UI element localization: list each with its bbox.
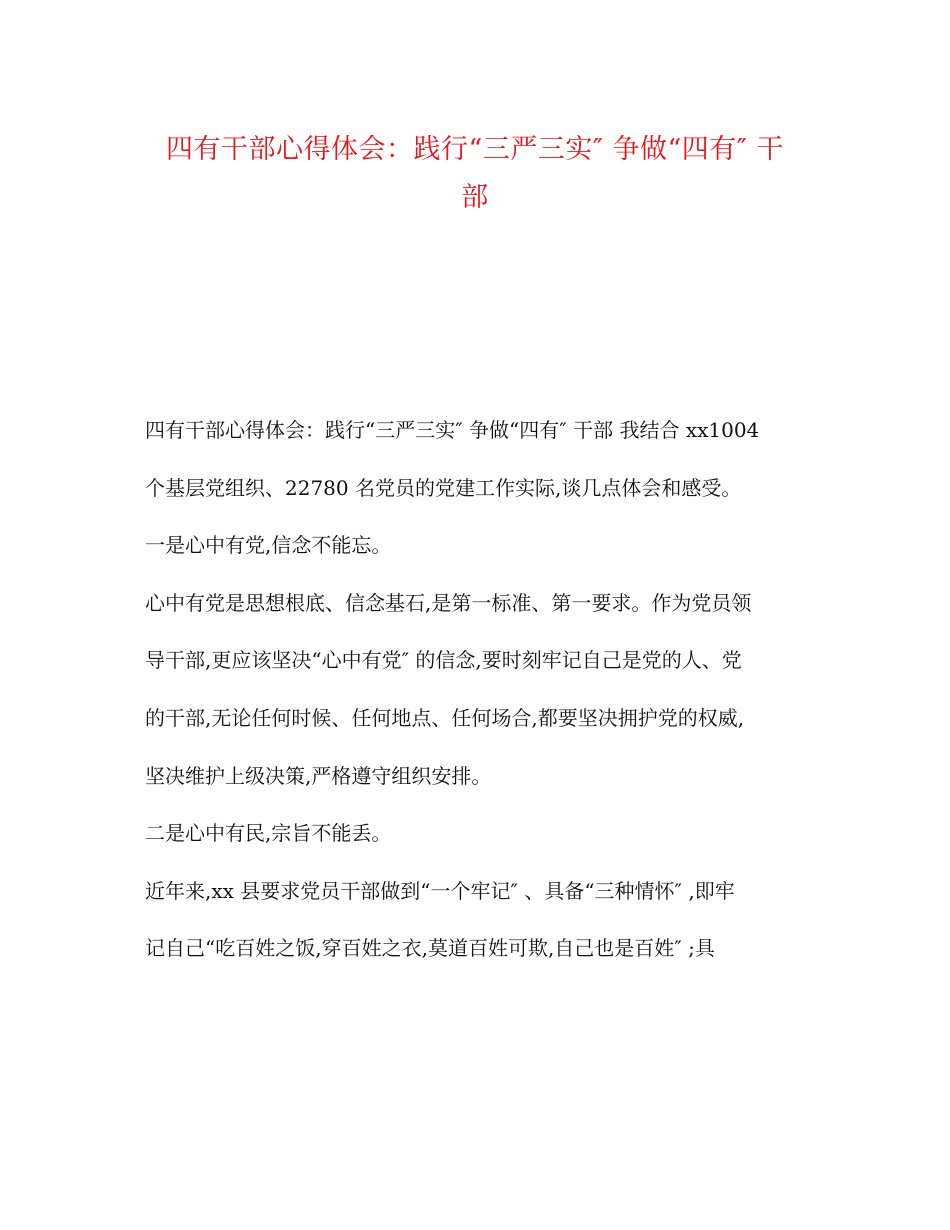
body-line: 四有干部心得体会：践行“三严三实″ 争做“四有″ 干部 我结合 xx1004 (145, 418, 760, 442)
body-line: 近年来,xx 县要求党员干部做到“一个牢记″ 、具备“三种情怀″ ,即牢 (145, 878, 735, 903)
title-line-1: 四有干部心得体会：践行“三严三实″ 争做“四有″ 干 (166, 134, 784, 165)
body-line: 的干部,无论任何时候、任何地点、任何场合,都要坚决拥护党的权威, (145, 705, 745, 730)
title-line-2: 部 (461, 182, 489, 213)
document-body (145, 402, 810, 978)
body-line: 二是心中有民,宗旨不能丢。 (145, 821, 392, 846)
body-line: 导干部,更应该坚决“心中有党″ 的信念,要时刻牢记自己是党的人、党 (145, 648, 742, 673)
document-title (130, 126, 820, 222)
body-line: 坚决维护上级决策,严格遵守组织安排。 (145, 763, 492, 788)
body-line: 一是心中有党,信念不能忘。 (145, 533, 392, 558)
body-line: 心中有党是思想根底、信念基石,是第一标准、第一要求。作为党员领 (145, 590, 752, 615)
body-line: 个基层党组织、22780 名党员的党建工作实际,谈几点体会和感受。 (145, 475, 742, 500)
body-line: 记自己“吃百姓之饭,穿百姓之衣,莫道百姓可欺,自己也是百姓″ ;具 (145, 936, 715, 961)
